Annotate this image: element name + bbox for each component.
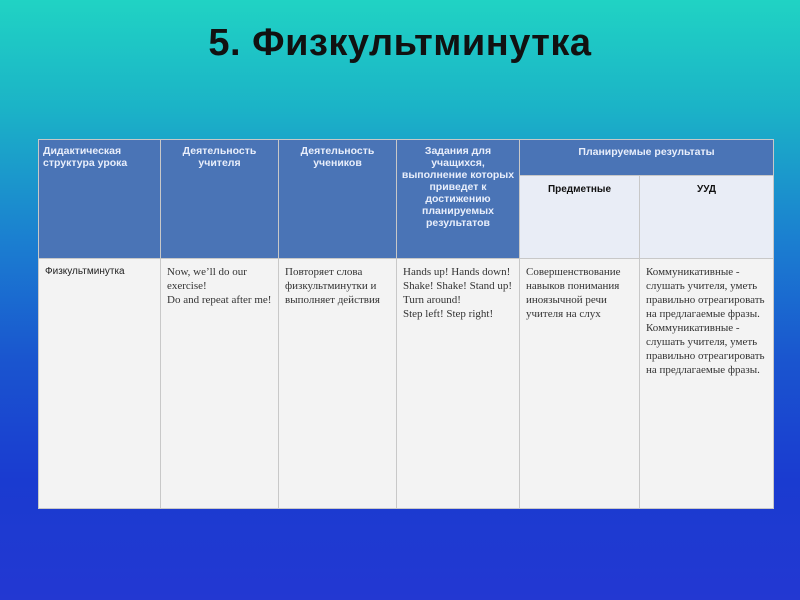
cell-teacher-activity [161, 259, 279, 509]
task-line: Step left! Step right! [403, 308, 494, 320]
teacher-line: Now, we’ll do our exercise! [167, 266, 247, 292]
uud-line: Коммуникативные - слушать учителя, уметь правильно отреагировать на предлагаемые фразы. [646, 322, 765, 376]
task-line: Hands up! Hands down! [403, 266, 511, 278]
cell-uud [640, 259, 774, 509]
task-line: Shake! Shake! Stand up! Turn around! [403, 280, 513, 306]
teacher-line: Do and repeat after me! [167, 294, 272, 306]
cell-structure: Физкультминутка [39, 259, 161, 509]
table-row [39, 259, 774, 509]
subheader-uud: УУД [640, 175, 774, 258]
table-header-row [39, 140, 774, 176]
header-didactic-structure: Дидактическая структура урока [39, 140, 161, 259]
header-tasks: Задания для учащихся, выполнение которых приведет к достижению планируемых результатов [397, 140, 520, 259]
uud-line: Коммуникативные - слушать учителя, уметь правильно отреагировать на предлагаемые фразы. [646, 266, 765, 320]
cell-subject-results: Совершенствование навыков понимания иноязычной речи учителя на слух [520, 259, 640, 509]
slide-title: 5. Физкультминутка [208, 22, 592, 64]
subheader-subject: Предметные [520, 175, 640, 258]
lesson-plan-table [38, 139, 774, 509]
header-planned-results: Планируемые результаты [520, 140, 774, 176]
header-student-activity: Деятельность учеников [279, 140, 397, 259]
cell-tasks [397, 259, 520, 509]
cell-student-activity: Повторяет слова физкультминутки и выполняет действия [279, 259, 397, 509]
header-teacher-activity: Деятельность учителя [161, 140, 279, 259]
